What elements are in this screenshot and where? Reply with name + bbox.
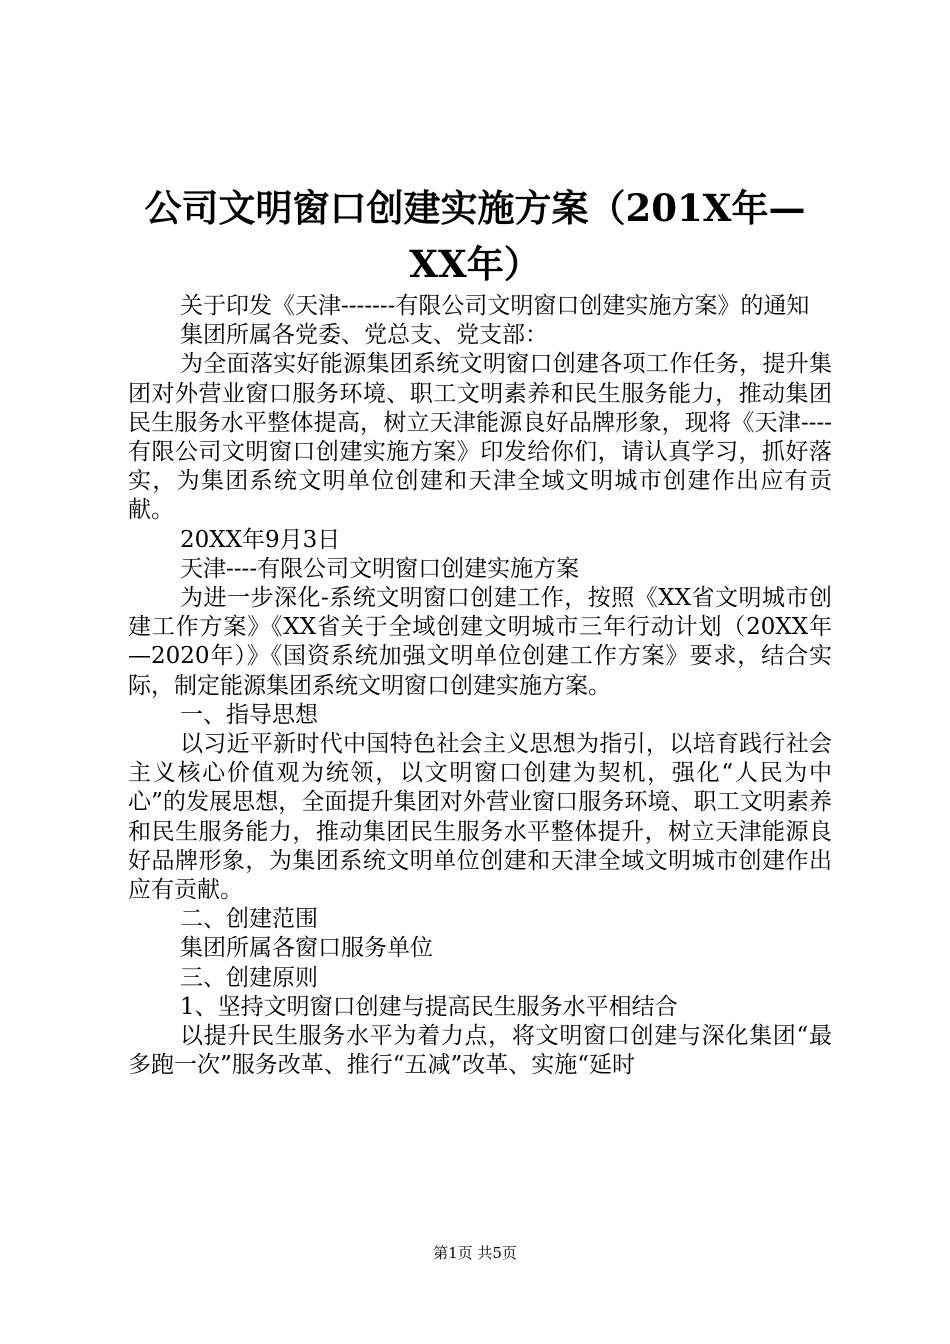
paragraph-plan-title: 天津----有限公司文明窗口创建实施方案 [180,555,580,582]
section-heading-1: 一、指导思想 [180,701,318,728]
paragraph-notice-body: 为全面落实好能源集团系统文明窗口创建各项工作任务，提升集团对外营业窗口服务环境、职工文明素养和民生服务能力，推动集团民生服务水平整体提高，树立天津能源良好品牌形象，现将《天津----有限公司文明窗口创建实施方案》印发给你们，请认真学习，抓好落实，为集团系统文明单位创建和天津全域文明城市创建作出应有贡献。 [128,351,832,524]
paragraph-notice-title: 关于印发《天津-------有限公司文明窗口创建实施方案》的通知 [180,293,810,319]
page-footer: 第1页 共5页 [433,1244,517,1262]
paragraph-intro: 为进一步深化-系统文明窗口创建工作，按照《XX省文明城市创建工作方案》《XX省关于全域创建文明城市三年行动计划（20XX年—2020年）》《国资系统加强文明单位创建工作方案》要求，结合实际，制定能源集团系统文明窗口创建实施方案。 [128,585,832,699]
paragraph-recipients: 集团所属各党委、党总支、党支部： [180,322,548,349]
paragraph-scope: 集团所属各窗口服务单位 [180,935,433,962]
document-body [128,292,832,1080]
paragraph-guiding-thought: 以习近平新时代中国特色社会主义思想为指引，以培育践行社会主义核心价值观为统领，以文明窗口创建为契机，强化“人民为中心”的发展思想，全面提升集团对外营业窗口服务环境、职工文明素养和民生服务能力，推动集团民生服务水平整体提升，树立天津能源良好品牌形象，为集团系统文明单位创建和天津全域文明城市创建作出应有贡献。 [128,731,832,904]
section-heading-2: 二、创建范围 [180,906,318,933]
section-heading-3: 三、创建原则 [180,964,318,991]
paragraph-principle-1: 以提升民生服务水平为着力点，将文明窗口创建与深化集团“最多跑一次”服务改革、推行“五减”改革、实施“延时 [128,1023,832,1079]
subheading-principle-1: 1、坚持文明窗口创建与提高民生服务水平相结合 [180,993,678,1020]
document-title: 公司文明窗口创建实施方案（201X年—XX年） [144,186,806,286]
paragraph-date: 20XX年9月3日 [180,526,341,553]
